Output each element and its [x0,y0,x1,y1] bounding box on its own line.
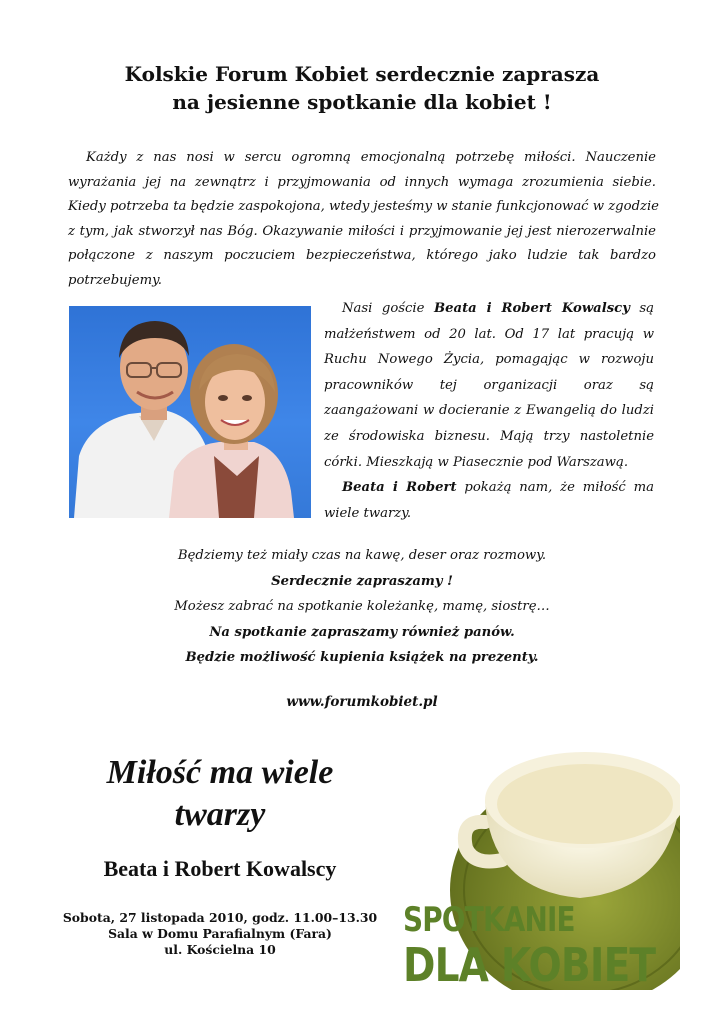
invitation-line: Możesz zabrać na spotkanie koleżankę, mamę, siostrę… [174,599,550,615]
guests-line: zaangażowani w docieranie z Ewangelią do ludzi [324,403,654,419]
intro-line: potrzebujemy. [68,272,162,288]
invitation-line-bold: Na spotkanie zapraszamy również panów. [209,624,515,640]
guests-line: Ruchu Nowego Życia, pomagając w rozwoju [324,352,654,368]
guests-names-short: Beata i Robert [342,480,457,496]
invitation-line-bold: Będzie możliwość kupienia książek na prezenty. [185,650,539,666]
guests-line: małżeństwem od 20 lat. Od 17 lat pracują w [324,326,654,342]
intro-paragraph [68,146,659,293]
event-venue: Sala w Domu Parafialnym (Fara) [108,926,332,941]
guests-line [324,296,654,322]
invitation-line-bold: Serdecznie zapraszamy ! [271,573,453,589]
guests-text: pokażą nam, że miłość ma [456,480,654,496]
guests-line [324,475,654,501]
invitation-block [0,543,724,671]
intro-line: Każdy z nas nosi w sercu ogromną emocjonalną potrzebę miłości. Nauczenie [86,150,656,165]
event-title-line-2: twarzy [174,796,266,833]
page-title [0,60,724,116]
couple-photo-illustration [69,306,311,518]
event-title-line-1: Miłość ma wiele [106,754,334,791]
title-line-2: na jesienne spotkanie dla kobiet ! [172,90,552,114]
title-line-1: Kolskie Forum Kobiet serdecznie zaprasza [124,62,600,86]
intro-line: wyrażania jej na zewnątrz i przyjmowania od innych wymaga zrozumienia siebie. [68,174,656,190]
website-link[interactable]: www.forumkobiet.pl [286,694,438,710]
guests-names: Beata i Robert Kowalscy [433,301,630,316]
guests-text: Nasi goście [342,301,434,316]
guests-text: są [629,301,655,316]
promo-graphic [400,740,680,990]
guests-line: pracowników tej organizacji oraz są [324,377,654,393]
couple-photo [69,306,311,518]
event-speakers: Beata i Robert Kowalscy [103,856,337,881]
guests-paragraph [324,296,654,526]
event-address: ul. Kościelna 10 [164,942,276,957]
invitation-line: Będziemy też miały czas na kawę, deser oraz rozmowy. [177,548,547,563]
guests-line: wiele twarzy. [324,505,412,521]
event-date: Sobota, 27 listopada 2010, godz. 11.00–13.30 [62,910,378,925]
intro-line: z tym, jak stworzył nas Bóg. Okazywanie miłości i przyjmowanie jej jest nierozerwalnie [68,223,656,239]
guests-line: córki. Mieszkają w Piasecznie pod Warszawą. [324,454,629,470]
intro-line: połączone z naszym poczuciem bezpieczeństwa, którego jako ludzie tak bardzo [68,248,656,263]
event-title [60,752,380,836]
promo-line-1: SPOTKANIE [403,900,575,940]
intro-line: Kiedy potrzeba ta będzie zaspokojona, wtedy jesteśmy w stanie funkcjonować w zgodzie [68,199,659,214]
guests-line: ze środowiska biznesu. Mają trzy nastoletnie [324,428,654,444]
promo-line-2: DLA KOBIET [403,938,656,990]
event-details [40,910,400,958]
